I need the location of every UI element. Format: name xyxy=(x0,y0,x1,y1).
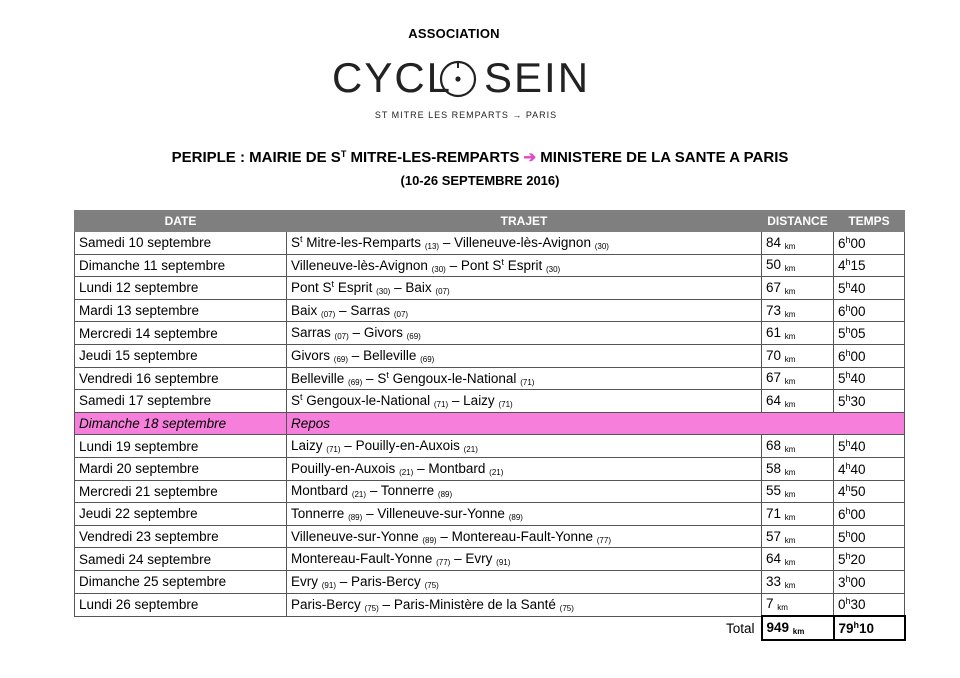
distance-value: 67 xyxy=(766,370,782,386)
from-place: Sarras xyxy=(291,325,331,341)
distance-value: 84 xyxy=(766,234,782,250)
from-department: (07) xyxy=(334,332,349,342)
from-department: (71) xyxy=(433,400,449,410)
to-department: (75) xyxy=(424,580,439,590)
route-dash: – xyxy=(394,280,402,296)
time-unit: h xyxy=(845,279,851,290)
time-minutes: 15 xyxy=(850,258,866,274)
to-department: (77) xyxy=(596,535,611,545)
to-place: Sarras xyxy=(350,302,391,318)
time-cell xyxy=(834,503,905,526)
distance-unit: km xyxy=(784,377,796,387)
date-cell: Vendredi 16 septembre xyxy=(75,367,287,390)
to-department: (89) xyxy=(437,490,453,500)
to-place: Villeneuve-lès-Avignon xyxy=(454,235,591,251)
time-minutes: 05 xyxy=(850,326,866,342)
rest-label-cell: Repos xyxy=(287,412,905,435)
table-header-row xyxy=(75,211,905,232)
time-hours: 5 xyxy=(838,371,846,387)
route-dash: – xyxy=(352,325,361,341)
distance-value: 7 xyxy=(766,596,774,612)
date-cell: Mardi 20 septembre xyxy=(75,457,287,480)
time-hours: 5 xyxy=(838,280,846,296)
from-sup: t xyxy=(300,392,303,403)
time-hours: 4 xyxy=(838,258,846,274)
distance-cell xyxy=(762,457,834,480)
total-distance xyxy=(762,616,834,640)
from-place: Belleville xyxy=(291,370,345,386)
from-department: (21) xyxy=(399,467,414,477)
route-cell xyxy=(287,232,762,255)
from-place: Esprit xyxy=(337,280,373,296)
to-place: Villeneuve-sur-Yonne xyxy=(377,505,505,521)
route-dash: – xyxy=(417,460,425,476)
time-hours: 4 xyxy=(838,461,846,477)
date-cell: Lundi 19 septembre xyxy=(75,435,287,458)
time-unit: h xyxy=(845,234,851,245)
to-sup: t xyxy=(501,256,504,267)
distance-unit: km xyxy=(777,603,788,613)
time-cell xyxy=(834,457,905,480)
total-time xyxy=(834,616,905,640)
time-hours: 5 xyxy=(838,529,846,545)
time-cell xyxy=(834,232,905,255)
to-department: (07) xyxy=(435,287,450,297)
distance-cell xyxy=(762,254,834,277)
to-place: Pont S xyxy=(460,257,502,273)
to-place: Pouilly-en-Auxois xyxy=(355,438,460,454)
distance-cell xyxy=(762,299,834,322)
date-cell: Lundi 12 septembre xyxy=(75,277,287,300)
route-cell xyxy=(287,525,762,548)
to-place: S xyxy=(377,370,387,386)
to-place: Tonnerre xyxy=(380,483,435,499)
to-place: Belleville xyxy=(363,347,417,363)
distance-cell xyxy=(762,548,834,571)
route-cell xyxy=(287,390,762,413)
to-department: (91) xyxy=(496,558,511,568)
table-row xyxy=(75,299,905,322)
distance-value: 71 xyxy=(766,505,782,521)
time-hours: 4 xyxy=(838,484,846,500)
time-cell xyxy=(834,435,905,458)
itinerary-table xyxy=(74,210,906,641)
route-dash: – xyxy=(440,528,448,544)
time-minutes: 40 xyxy=(850,461,866,477)
distance-unit: km xyxy=(784,580,796,590)
route-cell xyxy=(287,277,762,300)
from-department: (13) xyxy=(424,242,440,252)
time-cell xyxy=(834,344,905,367)
table-row xyxy=(75,254,905,277)
time-unit: h xyxy=(845,505,851,516)
time-cell xyxy=(834,277,905,300)
time-cell xyxy=(834,322,905,345)
time-unit: h xyxy=(845,483,851,494)
date-cell: Mercredi 14 septembre xyxy=(75,322,287,345)
to-department: (71) xyxy=(520,377,535,387)
time-minutes: 40 xyxy=(850,280,866,296)
distance-value: 50 xyxy=(766,257,782,273)
distance-cell xyxy=(762,593,834,616)
column-header-distance: DISTANCE xyxy=(762,211,834,232)
distance-unit: km xyxy=(784,354,796,364)
column-header-trajet: TRAJET xyxy=(287,211,762,232)
distance-cell xyxy=(762,503,834,526)
date-cell: Samedi 24 septembre xyxy=(75,548,287,571)
distance-cell xyxy=(762,232,834,255)
distance-unit: km xyxy=(784,445,796,455)
arrow-right-icon: ➔ xyxy=(523,149,537,166)
route-cell xyxy=(287,344,762,367)
distance-unit: km xyxy=(784,535,796,545)
to-sup: t xyxy=(386,369,389,380)
association-label: ASSOCIATION xyxy=(408,26,500,41)
time-hours: 6 xyxy=(838,235,846,251)
table-row xyxy=(75,457,905,480)
route-cell xyxy=(287,570,762,593)
date-cell: Dimanche 25 septembre xyxy=(75,570,287,593)
date-cell: Jeudi 15 septembre xyxy=(75,344,287,367)
distance-unit: km xyxy=(784,286,796,296)
route-dash: – xyxy=(442,235,451,251)
time-minutes: 00 xyxy=(850,529,866,545)
time-unit: h xyxy=(845,370,851,381)
total-row xyxy=(75,616,905,640)
from-department: (89) xyxy=(348,512,363,522)
from-prefix: S xyxy=(291,393,301,409)
table-row xyxy=(75,277,905,300)
distance-unit: km xyxy=(784,309,796,319)
time-minutes: 30 xyxy=(850,393,866,409)
distance-cell xyxy=(762,525,834,548)
route-dash: – xyxy=(451,393,460,409)
time-cell xyxy=(834,299,905,322)
time-cell xyxy=(834,570,905,593)
time-hours: 0 xyxy=(838,597,846,613)
from-department: (30) xyxy=(376,287,391,297)
distance-value: 67 xyxy=(766,279,782,295)
distance-value: 73 xyxy=(766,302,782,318)
distance-cell xyxy=(762,480,834,503)
logo-tagline: ST MITRE LES REMPARTS → PARIS xyxy=(374,110,558,120)
to-place: Laizy xyxy=(463,393,495,409)
distance-value: 57 xyxy=(766,528,782,544)
route-cell xyxy=(287,322,762,345)
route-cell xyxy=(287,254,762,277)
time-unit: h xyxy=(845,302,851,313)
from-place: Villeneuve-sur-Yonne xyxy=(291,528,419,544)
table-row xyxy=(75,503,905,526)
date-cell: Lundi 26 septembre xyxy=(75,593,287,616)
distance-unit: km xyxy=(784,512,796,522)
to-department: (21) xyxy=(463,445,478,455)
from-place: Montbard xyxy=(291,483,349,499)
distance-unit: km xyxy=(784,241,796,251)
route-dash: – xyxy=(339,302,347,318)
time-unit: h xyxy=(845,460,851,471)
route-dash: – xyxy=(366,370,374,386)
column-header-date: DATE xyxy=(75,211,287,232)
distance-unit: km xyxy=(784,332,796,342)
time-cell xyxy=(834,254,905,277)
time-unit: h xyxy=(845,528,851,539)
date-cell: Mardi 13 septembre xyxy=(75,299,287,322)
route-cell xyxy=(287,593,762,616)
from-place: Laizy xyxy=(291,438,323,454)
date-cell: Mercredi 21 septembre xyxy=(75,480,287,503)
time-minutes: 20 xyxy=(850,552,866,568)
time-unit: h xyxy=(845,551,851,562)
route-cell xyxy=(287,548,762,571)
table-row xyxy=(75,390,905,413)
time-minutes: 00 xyxy=(850,235,866,251)
time-cell xyxy=(834,525,905,548)
to-place: Givors xyxy=(363,325,403,341)
from-department: (71) xyxy=(326,445,341,455)
rest-date-cell: Dimanche 18 septembre xyxy=(75,412,287,435)
table-row xyxy=(75,232,905,255)
table-row xyxy=(75,525,905,548)
to-place: Montereau-Fault-Yonne xyxy=(451,528,593,544)
time-minutes: 50 xyxy=(850,484,866,500)
distance-value: 70 xyxy=(766,347,782,363)
table-row xyxy=(75,570,905,593)
from-prefix: S xyxy=(291,235,301,251)
logo-text-left: CYCL xyxy=(332,54,453,101)
time-unit: h xyxy=(845,438,851,449)
rest-day-row xyxy=(75,412,905,435)
to-department: (89) xyxy=(508,512,523,522)
time-minutes: 00 xyxy=(850,574,866,590)
time-unit: h xyxy=(845,596,851,607)
page-title: PERIPLE : MAIRIE DE $S^T$ MITRE-LES-REMPARTS ➔ MINISTERE DE LA SANTE A PARIS xyxy=(171,149,789,166)
time-unit: h xyxy=(845,347,851,358)
distance-unit: km xyxy=(784,558,796,568)
to-department: (75) xyxy=(559,603,574,613)
time-minutes: 00 xyxy=(850,348,866,364)
from-department: (21) xyxy=(351,490,367,500)
time-hours: 5 xyxy=(838,439,846,455)
from-department: (77) xyxy=(436,558,451,568)
from-department: (69) xyxy=(348,377,363,387)
time-hours: 6 xyxy=(838,348,846,364)
to-department: (69) xyxy=(406,332,421,342)
from-department: (91) xyxy=(321,580,336,590)
time-minutes: 00 xyxy=(850,303,866,319)
time-hours: 5 xyxy=(838,326,846,342)
distance-cell xyxy=(762,367,834,390)
time-minutes: 30 xyxy=(850,597,866,613)
total-spacer xyxy=(75,616,287,640)
logo-text-right: SEIN xyxy=(484,54,591,101)
to-suffix: Esprit xyxy=(503,257,543,273)
route-cell xyxy=(287,367,762,390)
distance-value: 55 xyxy=(766,483,782,499)
table-row xyxy=(75,344,905,367)
from-place: Villeneuve-lès-Avignon xyxy=(291,257,428,273)
from-department: (30) xyxy=(431,264,446,274)
from-place: Givors xyxy=(291,347,331,363)
route-dash: – xyxy=(366,505,374,521)
table-row xyxy=(75,548,905,571)
route-cell xyxy=(287,299,762,322)
time-unit: h xyxy=(845,325,851,336)
from-sup: t xyxy=(331,279,335,290)
time-hours: 6 xyxy=(838,303,846,319)
distance-cell xyxy=(762,435,834,458)
total-distance-unit: km xyxy=(792,626,805,636)
distance-unit: km xyxy=(784,399,796,409)
route-cell xyxy=(287,435,762,458)
column-header-temps: TEMPS xyxy=(834,211,905,232)
to-department: (30) xyxy=(545,264,561,274)
date-cell: Jeudi 22 septembre xyxy=(75,503,287,526)
from-prefix: Pont S xyxy=(291,280,332,296)
route-cell xyxy=(287,457,762,480)
time-hours: 3 xyxy=(838,574,846,590)
total-time-unit: h xyxy=(853,619,860,630)
distance-value: 64 xyxy=(766,551,782,567)
to-place: Evry xyxy=(465,551,493,567)
from-place: Mitre-les-Remparts xyxy=(306,235,422,251)
distance-value: 58 xyxy=(766,460,782,476)
route-cell xyxy=(287,480,762,503)
total-distance-value: 949 xyxy=(766,619,790,635)
time-cell xyxy=(834,593,905,616)
route-dash: – xyxy=(454,551,462,567)
time-cell xyxy=(834,548,905,571)
total-time-hours: 79 xyxy=(838,620,854,636)
from-department: (69) xyxy=(333,354,349,364)
to-place: Paris-Ministère de la Santé xyxy=(393,596,556,612)
route-dash: – xyxy=(339,573,348,589)
route-dash: – xyxy=(369,483,378,499)
wheel-icon xyxy=(438,56,478,102)
table-row xyxy=(75,435,905,458)
to-place: Montbard xyxy=(428,460,486,476)
time-hours: 5 xyxy=(838,393,846,409)
to-department: (21) xyxy=(489,467,504,477)
total-label: Total xyxy=(725,620,755,636)
to-department: (07) xyxy=(393,309,409,319)
time-cell xyxy=(834,480,905,503)
distance-cell xyxy=(762,390,834,413)
time-unit: h xyxy=(845,392,851,403)
from-place: Baix xyxy=(291,302,318,318)
distance-value: 68 xyxy=(766,438,782,454)
from-place: Evry xyxy=(291,573,318,589)
distance-value: 33 xyxy=(766,573,782,589)
route-dash: – xyxy=(449,257,458,273)
route-dash: – xyxy=(382,596,391,612)
time-hours: 5 xyxy=(838,552,846,568)
table-row xyxy=(75,322,905,345)
time-unit: h xyxy=(845,573,851,584)
from-place: Tonnerre xyxy=(291,505,345,521)
time-unit: h xyxy=(845,257,851,268)
table-row xyxy=(75,367,905,390)
date-range: (10-26 SEPTEMBRE 2016) xyxy=(400,173,560,188)
time-hours: 6 xyxy=(838,506,846,522)
to-department: (30) xyxy=(594,242,609,252)
route-dash: – xyxy=(344,438,352,454)
from-department: (75) xyxy=(364,603,379,613)
to-department: (71) xyxy=(498,400,513,410)
distance-value: 64 xyxy=(766,392,782,408)
table-row xyxy=(75,480,905,503)
distance-value: 61 xyxy=(766,325,782,341)
time-cell xyxy=(834,390,905,413)
time-minutes: 40 xyxy=(850,371,866,387)
to-suffix: Gengoux-le-National xyxy=(388,370,517,386)
to-department: (69) xyxy=(420,354,435,364)
from-sup: t xyxy=(300,234,303,245)
from-place: Pouilly-en-Auxois xyxy=(291,460,396,476)
from-department: (89) xyxy=(422,535,437,545)
from-place: Paris-Bercy xyxy=(291,596,361,612)
table-row xyxy=(75,593,905,616)
distance-unit: km xyxy=(784,467,796,477)
to-place: Baix xyxy=(405,280,432,296)
to-place: Paris-Bercy xyxy=(351,573,421,589)
date-cell: Vendredi 23 septembre xyxy=(75,525,287,548)
distance-unit: km xyxy=(784,264,796,274)
date-cell: Samedi 10 septembre xyxy=(75,232,287,255)
distance-cell xyxy=(762,277,834,300)
date-cell: Samedi 17 septembre xyxy=(75,390,287,413)
date-cell: Dimanche 11 septembre xyxy=(75,254,287,277)
time-minutes: 00 xyxy=(850,506,866,522)
from-department: (07) xyxy=(321,309,336,319)
distance-cell xyxy=(762,570,834,593)
from-place: Gengoux-le-National xyxy=(306,393,431,409)
total-time-minutes: 10 xyxy=(859,620,875,636)
route-cell xyxy=(287,503,762,526)
distance-unit: km xyxy=(784,490,796,500)
distance-cell xyxy=(762,322,834,345)
time-cell xyxy=(834,367,905,390)
from-place: Montereau-Fault-Yonne xyxy=(291,551,433,567)
time-minutes: 40 xyxy=(850,439,866,455)
route-dash: – xyxy=(351,347,360,363)
distance-cell xyxy=(762,344,834,367)
